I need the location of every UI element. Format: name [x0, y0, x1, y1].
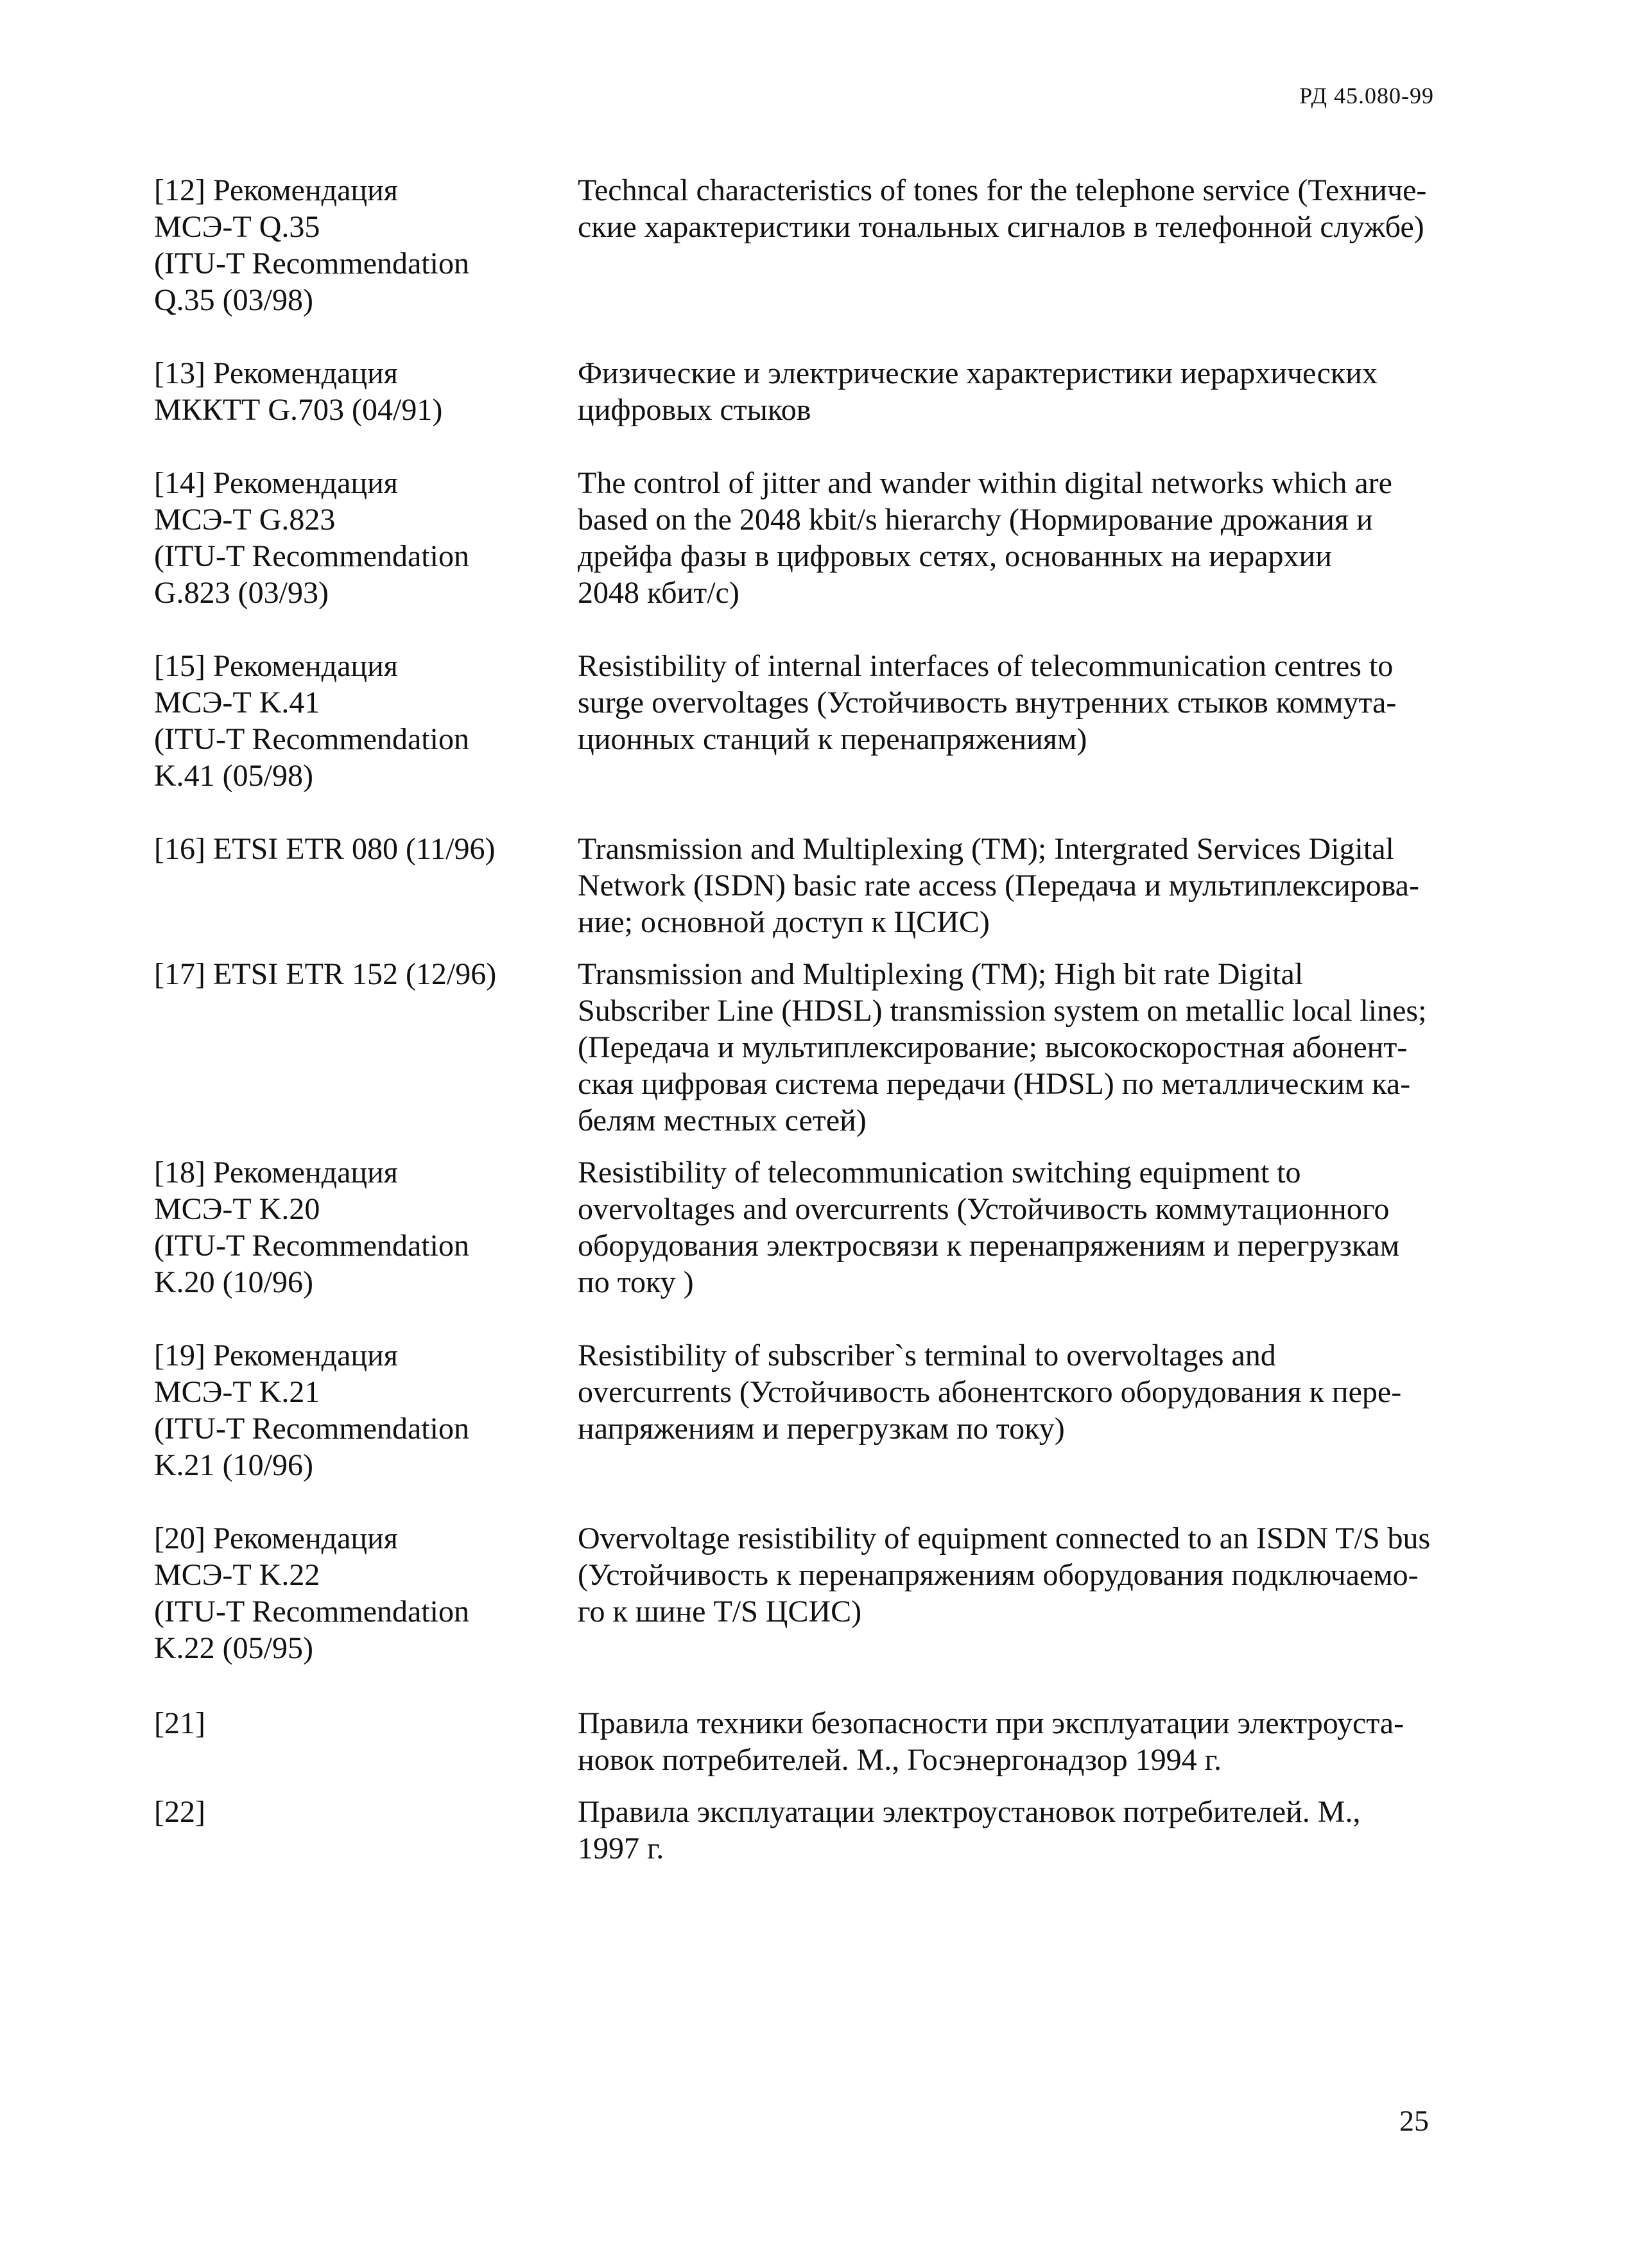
reference-title: The control of jitter and wander within digital networks which are based on the 2048 kbit/s hierarchy (Нормирование дрожания и дрейфа фазы в цифровых сетях, основанных на иерархии 2048 кбит/с) — [578, 466, 1392, 610]
reference-title: Физические и электрические характеристики иерархических цифровых стыков — [578, 356, 1378, 427]
reference-id: [17] ETSI ETR 152 (12/96) — [154, 957, 497, 991]
page-number: 25 — [1399, 2104, 1429, 2137]
reference-id: [18] Рекомендация МСЭ-Т K.20 (ITU-T Recommendation K.20 (10/96) — [154, 1156, 469, 1299]
reference-title: Правила техники безопасности при эксплуатации электроуста- новок потребителей. М., Госэнергонадзор 1994 г. — [578, 1706, 1404, 1777]
reference-id: [21] — [154, 1706, 205, 1740]
reference-id: [12] Рекомендация МСЭ-Т Q.35 (ITU-T Recommendation Q.35 (03/98) — [154, 173, 469, 317]
reference-title: Transmission and Multiplexing (TM); Intergrated Services Digital Network (ISDN) basic rate access (Передача и мультиплексирова- ние; основной доступ к ЦСИС) — [578, 832, 1419, 939]
reference-entry-18 — [154, 1154, 1496, 1301]
reference-id: [22] — [154, 1795, 205, 1829]
reference-title: Resistibility of internal interfaces of telecommunication centres to surge overvoltages (Устойчивость внутренних стыков коммута- ционных станций к перенапряжениям) — [578, 649, 1397, 756]
reference-entry-13 — [154, 355, 1496, 428]
reference-entry-16 — [154, 831, 1496, 940]
reference-entry-22 — [154, 1794, 1496, 1867]
reference-title: Resistibility of telecommunication switching equipment to overvoltages and overcurrents (Устойчивость коммутационного оборудования электросвязи к перенапряжениям и перегрузкам по току ) — [578, 1156, 1400, 1299]
reference-id: [15] Рекомендация МСЭ-Т K.41 (ITU-T Recommendation K.41 (05/98) — [154, 649, 469, 793]
reference-entry-15 — [154, 648, 1496, 794]
reference-id: [16] ETSI ETR 080 (11/96) — [154, 832, 496, 866]
reference-entry-12 — [154, 172, 1496, 318]
reference-title: Techncal characteristics of tones for the telephone service (Техниче- ские характеристики тональных сигналов в телефонной службе) — [578, 173, 1427, 244]
reference-list — [154, 172, 1496, 1867]
reference-entry-19 — [154, 1337, 1496, 1484]
reference-entry-17 — [154, 956, 1496, 1139]
reference-title: Правила эксплуатации электроустановок потребителей. М., 1997 г. — [578, 1795, 1361, 1865]
reference-title: Transmission and Multiplexing (TM); High bit rate Digital Subscriber Line (HDSL) transmission system on metallic local lines; (Передача и мультиплексирование; высокоскоростная абонент- ская цифровая система передачи (HDSL) по металлическим ка- белям местных сетей) — [578, 957, 1427, 1138]
reference-entry-20 — [154, 1520, 1496, 1666]
reference-entry-14 — [154, 465, 1496, 611]
reference-id: [20] Рекомендация МСЭ-Т K.22 (ITU-T Recommendation K.22 (05/95) — [154, 1521, 469, 1665]
reference-title: Overvoltage resistibility of equipment connected to an ISDN T/S bus (Устойчивость к перенапряжениям оборудования подключаемо- го к шине T/S ЦСИС) — [578, 1521, 1431, 1629]
reference-entry-21 — [154, 1705, 1496, 1778]
reference-title: Resistibility of subscriber`s terminal to overvoltages and overcurrents (Устойчивость абонентского оборудования к пере- напряжениям и перегрузкам по току) — [578, 1338, 1402, 1446]
reference-id: [19] Рекомендация МСЭ-Т K.21 (ITU-T Recommendation K.21 (10/96) — [154, 1338, 469, 1482]
document-code: РД 45.080-99 — [1299, 83, 1434, 108]
reference-id: [13] Рекомендация МККТТ G.703 (04/91) — [154, 356, 443, 427]
reference-id: [14] Рекомендация МСЭ-Т G.823 (ITU-T Recommendation G.823 (03/93) — [154, 466, 469, 610]
